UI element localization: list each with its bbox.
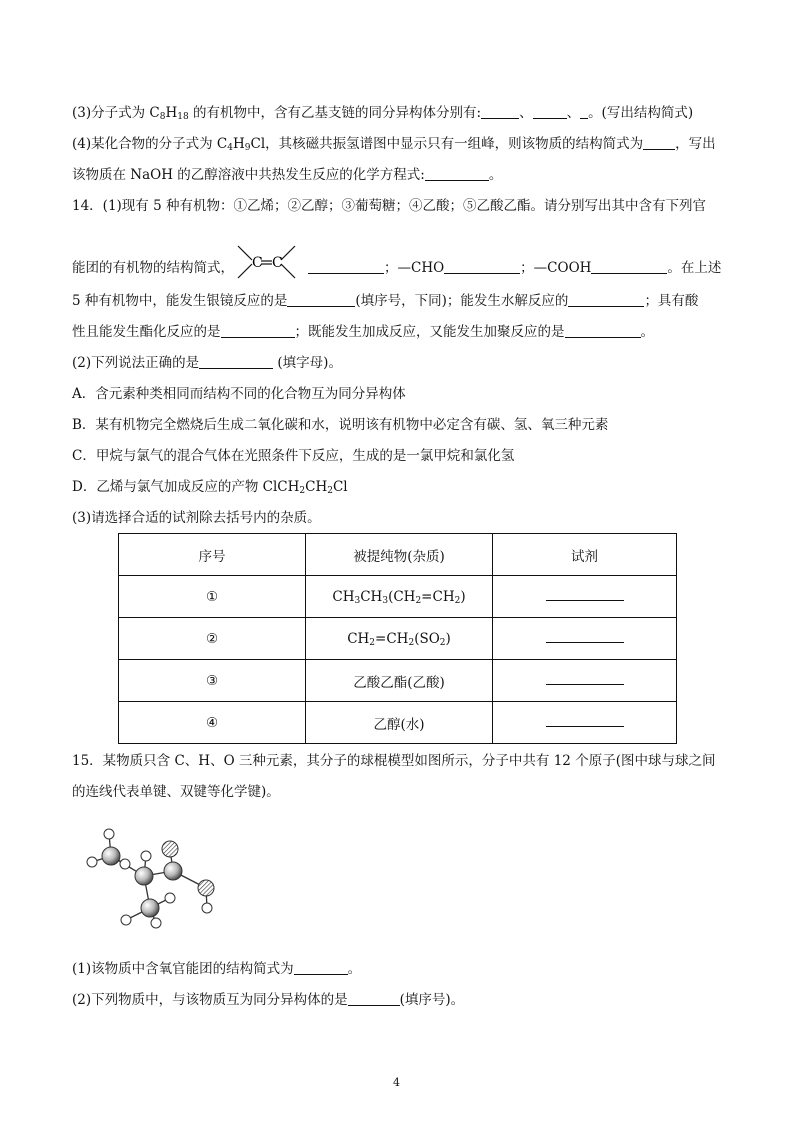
q15-part1: (1)该物质中含氧官能团的结构简式为 。 — [72, 961, 362, 977]
row-number: ① — [119, 576, 306, 618]
header-reagent: 试剂 — [493, 534, 677, 576]
svg-text:C: C — [252, 255, 263, 271]
row-reagent — [493, 576, 677, 618]
q14-reactions-1: 5 种有机物中，能发生银镜反应的是 (填序号，下同)；能发生水解反应的 ；具有酸 — [72, 293, 699, 309]
answer-blank[interactable] — [199, 355, 273, 369]
row-substance: $CH_3CH_3(CH_2=CH_2)$ — [306, 576, 493, 618]
reagent-table — [118, 533, 677, 744]
row-reagent — [493, 702, 677, 744]
q14-part3: (3)请选择合适的试剂除去括号内的杂质。 — [72, 510, 321, 526]
row-substance: 乙醇(水) — [306, 702, 493, 744]
answer-blank[interactable] — [444, 260, 520, 274]
answer-blank[interactable] — [308, 260, 384, 274]
answer-blank[interactable] — [565, 324, 641, 338]
answer-blank[interactable] — [591, 260, 667, 274]
answer-blank[interactable] — [568, 293, 644, 307]
q13-part3: (3)分子式为 $C_8H_{18}$ 的有机物中，含有乙基支链的同分异构体分别有: 、 、 。(写出结构简式) — [72, 105, 694, 122]
alkene-bond-structure — [234, 244, 298, 284]
ball-and-stick-model — [80, 822, 230, 930]
answer-blank[interactable] — [348, 992, 400, 1006]
header-number: 序号 — [119, 534, 306, 576]
answer-blank[interactable] — [546, 714, 624, 727]
page-number: 4 — [393, 1076, 400, 1089]
q15-intro-2: 的连线代表单键、双键等化学键)。 — [72, 784, 280, 800]
answer-blank[interactable] — [425, 167, 489, 181]
row-reagent — [493, 618, 677, 660]
q14-option-c: C．甲烷与氯气的混合气体在光照条件下反应，生成的是一氯甲烷和氯化氢 — [72, 448, 515, 464]
q15-intro-1: 15．某物质只含 C、H、O 三种元素，其分子的球棍模型如图所示，分子中共有 12 个原子(图中球与球之间 — [72, 753, 716, 769]
table-row — [119, 618, 677, 660]
svg-text:C: C — [272, 255, 283, 271]
q13-part4: (4)某化合物的分子式为 $C_4H_9Cl$，其核磁共振氢谱图中显示只有一组峰，则该物质的结构简式为 ，写出 — [72, 136, 716, 153]
q14-option-a: A．含元素种类相同而结构不同的化合物互为同分异构体 — [72, 386, 406, 402]
row-reagent — [493, 660, 677, 702]
row-number: ③ — [119, 660, 306, 702]
answer-blank[interactable] — [221, 324, 295, 338]
q14-intro: 14．(1)现有 5 种有机物：①乙烯；②乙醇；③葡萄糖；④乙酸；⑤乙酸乙酯。请分别写出其中含有下列官 — [72, 198, 706, 214]
table-row — [119, 660, 677, 702]
q14-part2: (2)下列说法正确的是 (填字母)。 — [72, 355, 342, 371]
answer-blank[interactable] — [546, 588, 624, 601]
answer-blank[interactable] — [580, 105, 588, 119]
row-substance: 乙酸乙酯(乙酸) — [306, 660, 493, 702]
table-header-row — [119, 534, 677, 576]
row-number: ④ — [119, 702, 306, 744]
q14-functional-groups: 能团的有机物的结构简式， C C ；—CHO ；—COOH 。在上述 — [72, 244, 721, 284]
table-row — [119, 702, 677, 744]
q13-part4-cont: 该物质在 NaOH 的乙醇溶液中共热发生反应的化学方程式: 。 — [72, 167, 503, 183]
answer-blank[interactable] — [643, 136, 675, 150]
q14-option-b: B．某有机物完全燃烧后生成二氧化碳和水，说明该有机物中必定含有碳、氢、氧三种元素 — [72, 417, 609, 433]
answer-blank[interactable] — [287, 293, 355, 307]
answer-blank[interactable] — [481, 105, 519, 119]
q14-option-d: D．乙烯与氯气加成反应的产物 $ClCH_2CH_2Cl$ — [72, 479, 348, 496]
table-row — [119, 576, 677, 618]
q15-part2: (2)下列物质中，与该物质互为同分异构体的是 (填序号)。 — [72, 992, 465, 1008]
q14-reactions-2: 性且能发生酯化反应的是 ；既能发生加成反应，又能发生加聚反应的是 。 — [72, 324, 654, 340]
header-substance: 被提纯物(杂质) — [306, 534, 493, 576]
answer-blank[interactable] — [546, 672, 624, 685]
answer-blank[interactable] — [294, 961, 348, 975]
answer-blank[interactable] — [533, 105, 567, 119]
answer-blank[interactable] — [546, 630, 624, 643]
row-substance: $CH_2=CH_2(SO_2)$ — [306, 618, 493, 660]
row-number: ② — [119, 618, 306, 660]
